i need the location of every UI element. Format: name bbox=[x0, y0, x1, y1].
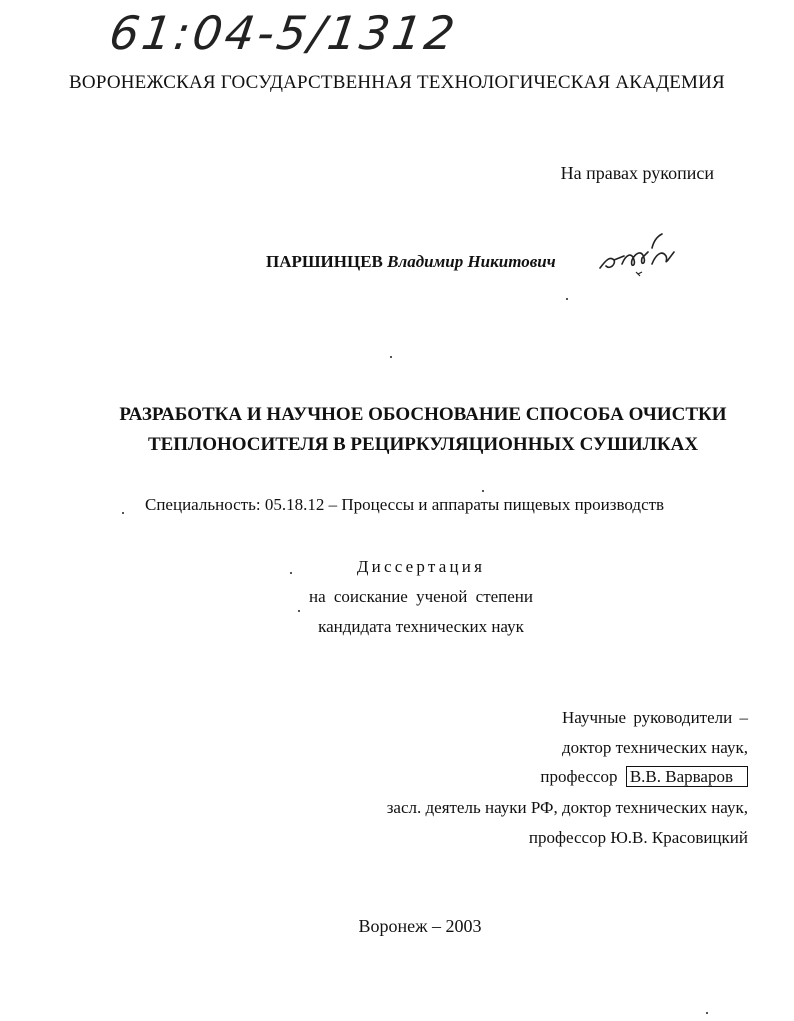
supervisor-1-degree: доктор технических наук, bbox=[561, 738, 748, 757]
archive-number-handwritten: 61:04-5/1312 bbox=[106, 6, 461, 60]
supervisor-1-name-boxed: В.В. Варваров bbox=[626, 766, 748, 787]
specialty-line: Специальность: 05.18.12 – Процессы и аппараты пищевых производств bbox=[145, 495, 665, 514]
scan-speck bbox=[706, 1012, 708, 1014]
title-line-1: РАЗРАБОТКА И НАУЧНОЕ ОБОСНОВАНИЕ СПОСОБА ОЧИСТКИ bbox=[119, 404, 727, 425]
degree-line-1: на соискание ученой степени bbox=[308, 587, 534, 606]
scan-speck bbox=[566, 298, 568, 300]
author-surname: ПАРШИНЦЕВ bbox=[266, 252, 383, 271]
author-given-names: Владимир Никитович bbox=[387, 252, 556, 271]
supervisor-1-name-line bbox=[540, 767, 748, 787]
scan-speck bbox=[390, 356, 392, 358]
scan-speck bbox=[298, 610, 300, 612]
supervisors-heading: Научные руководители – bbox=[562, 708, 748, 727]
supervisor-2-name: профессор Ю.В. Красовицкий bbox=[528, 828, 748, 847]
supervisor-2-degree: засл. деятель науки РФ, доктор технических наук, bbox=[386, 798, 748, 817]
city-year: Воронеж – 2003 bbox=[358, 916, 482, 936]
scan-speck bbox=[122, 512, 124, 514]
dissertation-title bbox=[0, 400, 794, 460]
author-name bbox=[266, 252, 556, 272]
scan-speck bbox=[482, 490, 484, 492]
dissertation-label: Диссертация bbox=[356, 557, 486, 576]
degree-line-2: кандидата технических наук bbox=[318, 617, 524, 636]
title-line-2: ТЕПЛОНОСИТЕЛЯ В РЕЦИРКУЛЯЦИОННЫХ СУШИЛКАХ bbox=[147, 434, 699, 455]
scan-speck bbox=[290, 572, 292, 574]
supervisor-1-title: профессор bbox=[540, 767, 618, 786]
academy-name: ВОРОНЕЖСКАЯ ГОСУДАРСТВЕННАЯ ТЕХНОЛОГИЧЕСКАЯ АКАДЕМИЯ bbox=[69, 72, 725, 93]
signature-icon bbox=[596, 230, 686, 280]
manuscript-rights-note: На правах рукописи bbox=[560, 163, 714, 183]
